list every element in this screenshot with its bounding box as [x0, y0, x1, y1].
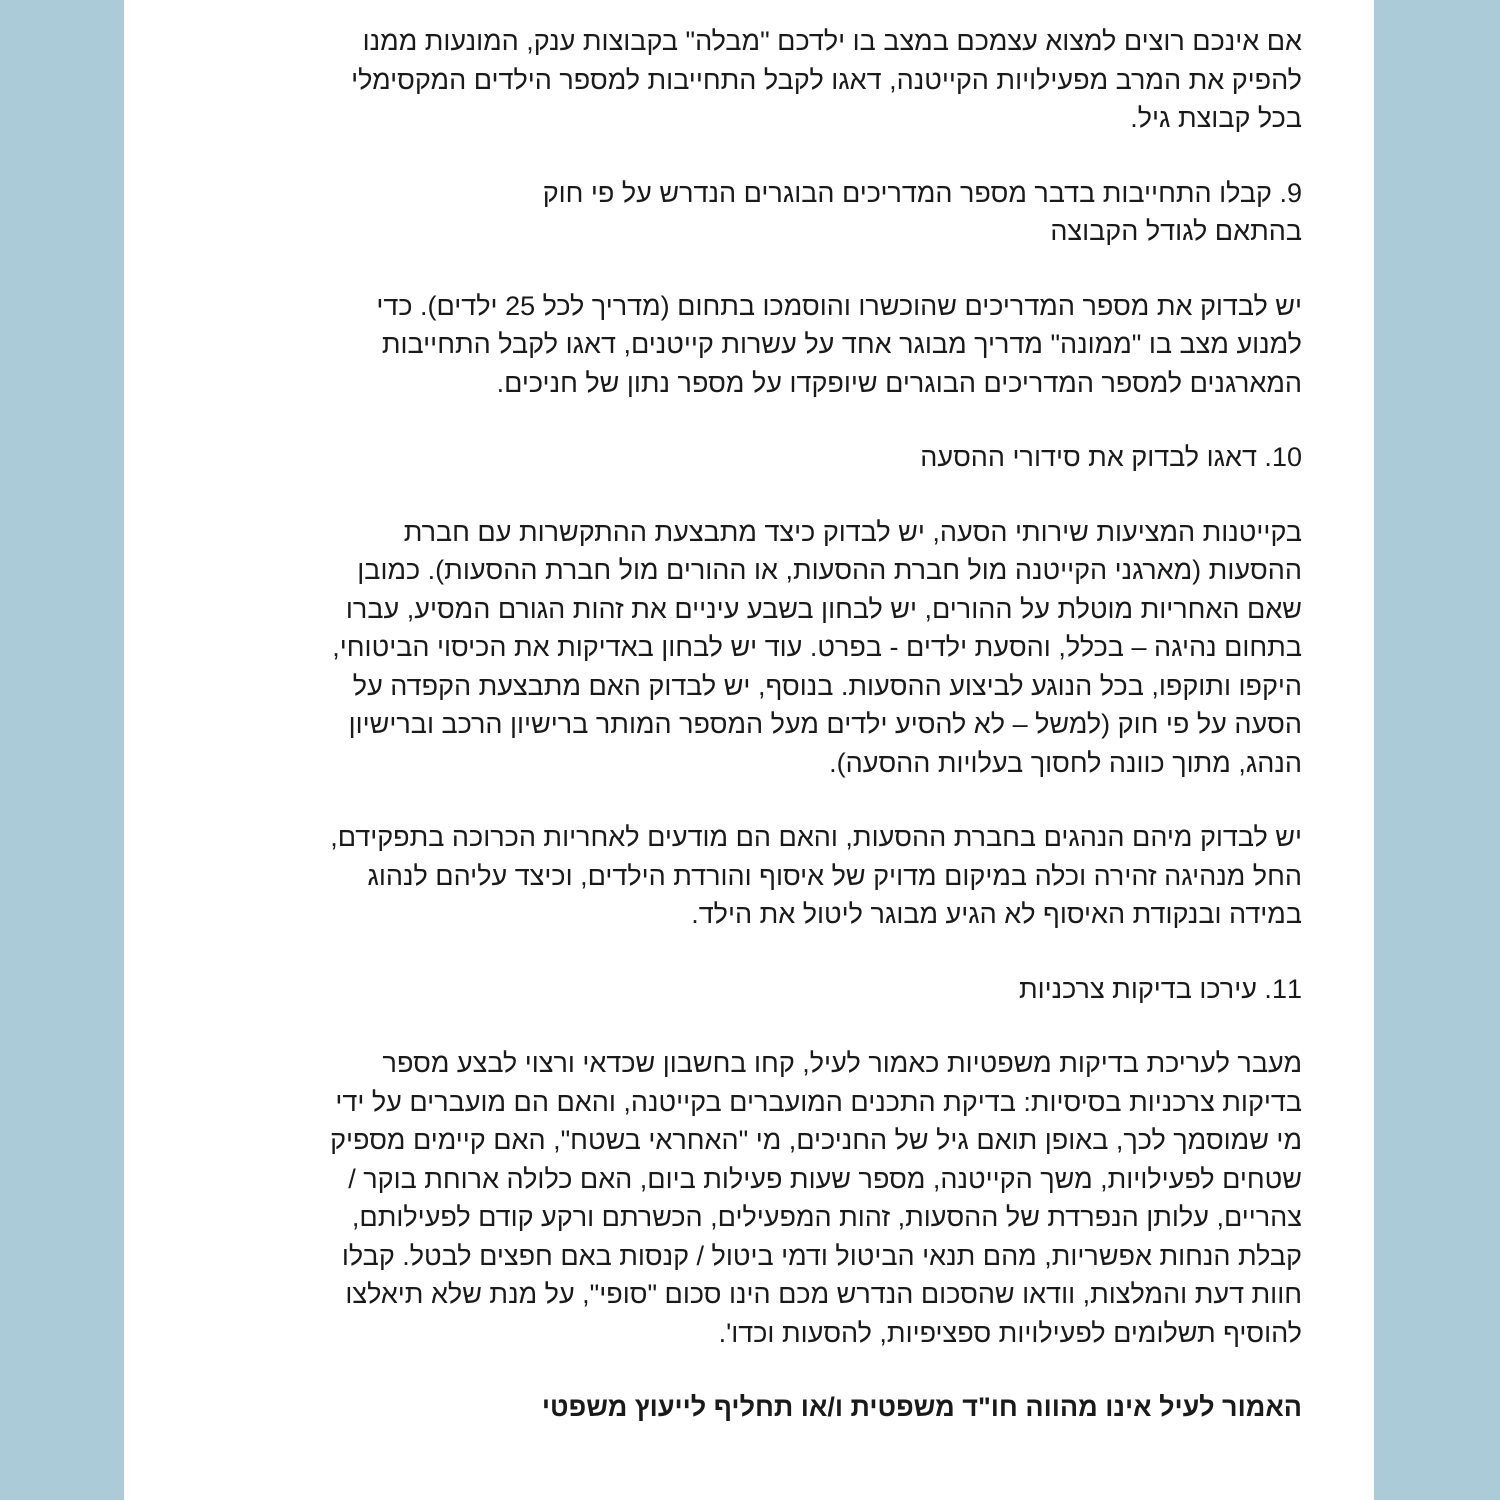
text-line: חוות דעת והמלצות, וודאו שהסכום הנדרש מכם הינו סכום "סופי", על מנת שלא תיאלצו [345, 1279, 1302, 1309]
text-line: במידה ובנקודת האיסוף לא הגיע מבוגר ליטול את הילד. [691, 899, 1302, 929]
section-11-heading [196, 970, 1302, 1009]
text-line: בתחום נהיגה – בכלל, והסעת ילדים - בפרט. עוד יש לבחון באדיקות את הכיסוי הביטוחי, [332, 632, 1302, 662]
disclaimer-text: האמור לעיל אינו מהווה חו"ד משפטית ו/או תחליף לייעוץ משפטי [541, 1392, 1302, 1422]
section-10-paragraph-2 [196, 818, 1302, 934]
text-line: בדיקות צרכניות בסיסיות: בדיקת התכנים המועברים בקייטנה, והאם הם מועברים על ידי [335, 1086, 1302, 1117]
intro-paragraph [196, 22, 1302, 138]
text-line: המארגנים למספר המדריכים הבוגרים שיופקדו על מספר נתון של חניכים. [496, 367, 1302, 398]
text-line: להוסיף תשלומים לפעילויות ספציפיות, להסעות וכדו'. [718, 1317, 1302, 1348]
text-line: ההסעות (מארגני הקייטנה מול חברת ההסעות, או ההורים מול חברת ההסעות). כמובן [357, 555, 1302, 585]
heading-line: 11. עירכו בדיקות צרכניות [1018, 973, 1302, 1004]
text-line: צהריים, עלותן הנפרדת של ההסעות, זהות המפעילים, הכשרתם ורקע קודם לפעילותם, [351, 1202, 1302, 1232]
text-line: בקייטנות המציעות שירותי הסעה, יש לבדוק כיצד מתבצעת ההתקשרות עם חברת [403, 516, 1302, 547]
text-line: הסעה על פי חוק (למשל – לא להסיע ילדים מעל המספר המותר ברישיון הרכב וברישיון [348, 709, 1302, 739]
text-line: אם אינכם רוצים למצוא עצמכם במצב בו ילדכם "מבלה" בקבוצות ענק, המונעות ממנו [362, 26, 1302, 56]
heading-line: 10. דאגו לבדוק את סידורי ההסעה [920, 442, 1302, 472]
section-9-heading [196, 174, 1302, 251]
section-9-body [196, 287, 1302, 403]
text-line: שטחים לפעילויות, משך הקייטנה, מספר שעות פעילות ביום, האם כלולה ארוחת בוקר / [348, 1163, 1302, 1194]
text-line: מי שמוסמך לכך, באופן תואם גיל של החניכים, מי "האחראי בשטח", האם קיימים מספיק [330, 1125, 1302, 1155]
text-line: קבלת הנחות אפשריות, מהם תנאי הביטול ודמי ביטול / קנסות באם חפצים לבטל. קבלו [341, 1240, 1302, 1271]
text-line: למנוע מצב בו "ממונה" מדריך מבוגר אחד על עשרות קייטנים, דאגו לקבל התחייבות [381, 329, 1302, 359]
legal-disclaimer [196, 1388, 1302, 1427]
text-line: מעבר לעריכת בדיקות משפטיות כאמור לעיל, קחו בחשבון שכדאי ורצוי לבצע מספר [382, 1048, 1302, 1078]
text-line: הנהג, מתוך כוונה לחסוך בעלויות ההסעה). [829, 747, 1302, 778]
text-line: יש לבדוק מיהם הנהגים בחברת ההסעות, והאם הם מודעים לאחריות הכרוכה בתפקידם, [330, 822, 1302, 852]
text-line: היקפו ותוקפו, בכל הנוגע לביצוע ההסעות. בנוסף, יש לבדוק האם מתבצעת הקפדה על [352, 670, 1302, 701]
section-11-body [196, 1044, 1302, 1352]
text-line: בכל קבוצת גיל. [1130, 103, 1302, 133]
section-10-heading [196, 438, 1302, 477]
heading-line: בהתאם לגודל הקבוצה [1050, 216, 1302, 246]
text-line: החל מנהיגה זהירה וכלה במיקום מדויק של איסוף והורדת הילדים, וכיצד עליהם לנהוג [367, 860, 1302, 891]
text-line: שאם האחריות מוטלת על ההורים, יש לבחון בשבע עיניים את זהות הגורם המסיע, עברו [345, 593, 1302, 624]
text-line: יש לבדוק את מספר המדריכים שהוכשרו והוסמכו בתחום (מדריך לכל 25 ילדים). כדי [376, 290, 1302, 321]
text-line: להפיק את המרב מפעילויות הקייטנה, דאגו לקבל התחייבות למספר הילדים המקסימלי [351, 64, 1302, 95]
heading-line: 9. קבלו התחייבות בדבר מספר המדריכים הבוגרים הנדרש על פי חוק [542, 177, 1302, 208]
document-page [124, 0, 1374, 1500]
section-10-paragraph-1 [196, 513, 1302, 783]
